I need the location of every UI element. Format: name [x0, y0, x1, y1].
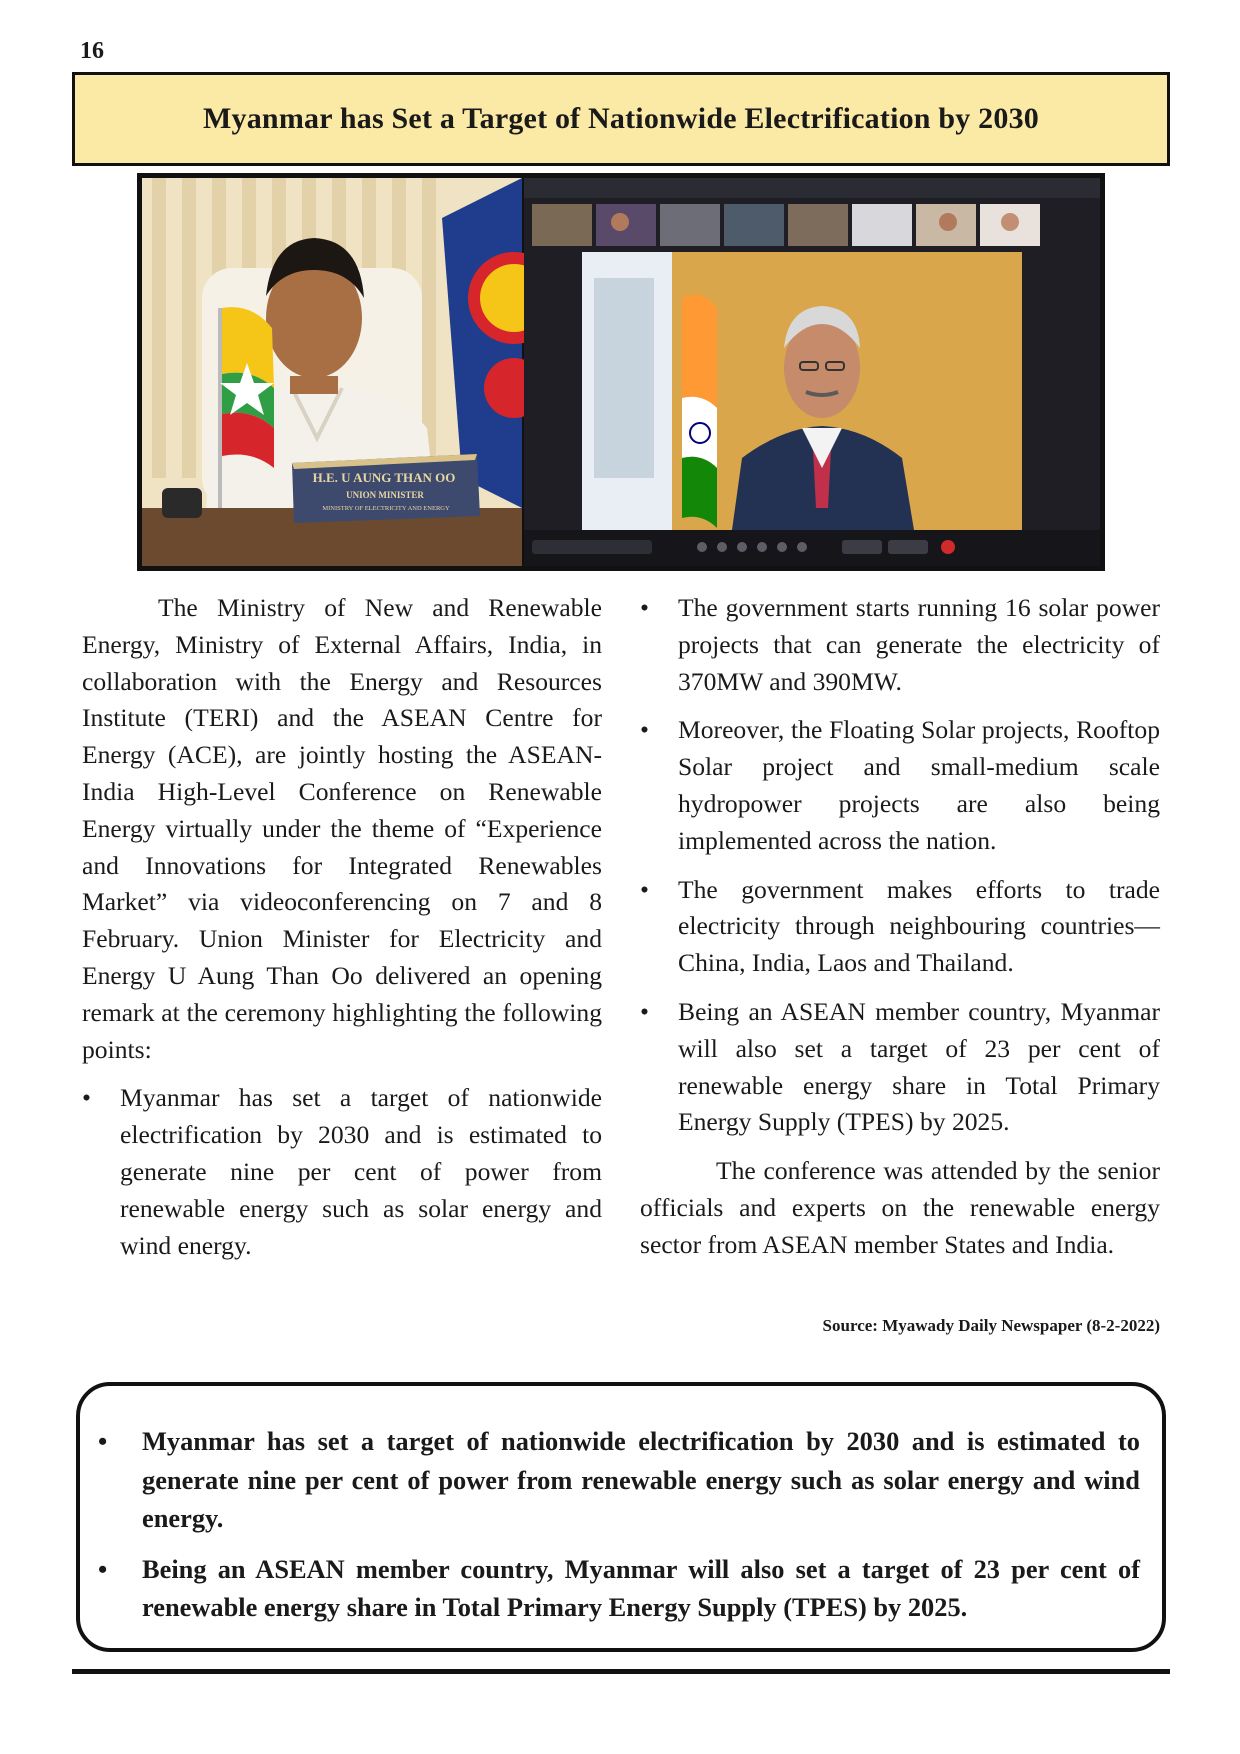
page-title: Myanmar has Set a Target of Nationwide Electrification by 2030 — [203, 102, 1039, 135]
list-item: • The government starts running 16 solar power projects that can generate the electricity of 370MW and 390MW. — [640, 593, 1160, 696]
minister-nameplate — [292, 454, 480, 523]
list-item: • Myanmar has set a target of nationwide electrification by 2030 and is estimated to generate nine per cent of power from renewable energy such as solar energy and wind energy. — [82, 1083, 602, 1260]
list-item: • Being an ASEAN member country, Myanmar will also set a target of 23 per cent of renewable energy share in Total Primary Energy Supply (TPES) by 2025. — [98, 1553, 1140, 1622]
bottom-divider — [72, 1669, 1170, 1674]
videoconference-screen-panel — [524, 178, 1100, 566]
list-item: • Moreover, the Floating Solar projects, Rooftop Solar project and small-medium scale hydropower projects are also being implemented across the nation. — [640, 715, 1160, 855]
title-banner — [72, 72, 1170, 166]
source-citation: Source: Myawady Daily Newspaper (8-2-2022) — [822, 1316, 1160, 1335]
conference-photo — [137, 173, 1105, 571]
india-flag — [682, 295, 717, 528]
summary-box — [76, 1382, 1166, 1652]
page-number: 16 — [80, 38, 104, 64]
left-column — [82, 590, 602, 1276]
svg-text:H.E. U AUNG THAN OO: H.E. U AUNG THAN OO — [312, 470, 456, 485]
minister-photo-panel — [142, 178, 560, 566]
left-bullet-list — [82, 1080, 602, 1264]
list-item: • Being an ASEAN member country, Myanmar will also set a target of 23 per cent of renewable energy share in Total Primary Energy Supply (TPES) by 2025. — [640, 996, 1160, 1137]
right-column — [640, 590, 1160, 1264]
right-bullet-list — [640, 590, 1160, 1141]
svg-text:UNION MINISTER: UNION MINISTER — [346, 490, 424, 500]
summary-bullet-list — [98, 1422, 1140, 1627]
closing-paragraph: The conference was attended by the senior officials and experts on the renewable energy sector from ASEAN member States and India. — [640, 1156, 1160, 1259]
list-item: • The government makes efforts to trade electricity through neighbouring countries—China, India, Laos and Thailand. — [640, 874, 1160, 978]
svg-text:MINISTRY OF ELECTRICITY AND EN: MINISTRY OF ELECTRICITY AND ENERGY — [322, 505, 450, 512]
list-item: • Myanmar has set a target of nationwide electrification by 2030 and is estimated to generate nine per cent of power from renewable energy such as solar energy and wind energy. — [98, 1426, 1140, 1533]
intro-paragraph: The Ministry of New and Renewable Energy, Ministry of External Affairs, India, in collaboration with the Energy and Resources Institute (TERI) and the ASEAN Centre for Energy (ACE), are jointly hosting the ASEAN-India High-Level Conference on Renewable Energy virtually under the theme of “Experience and Innovations for Integrated Renewables Market” via videoconferencing on 7 and 8 February. Union Minister for Electricity and Energy U Aung Than Oo delivered an opening remark at the ceremony highlighting the following points: — [82, 593, 602, 1064]
